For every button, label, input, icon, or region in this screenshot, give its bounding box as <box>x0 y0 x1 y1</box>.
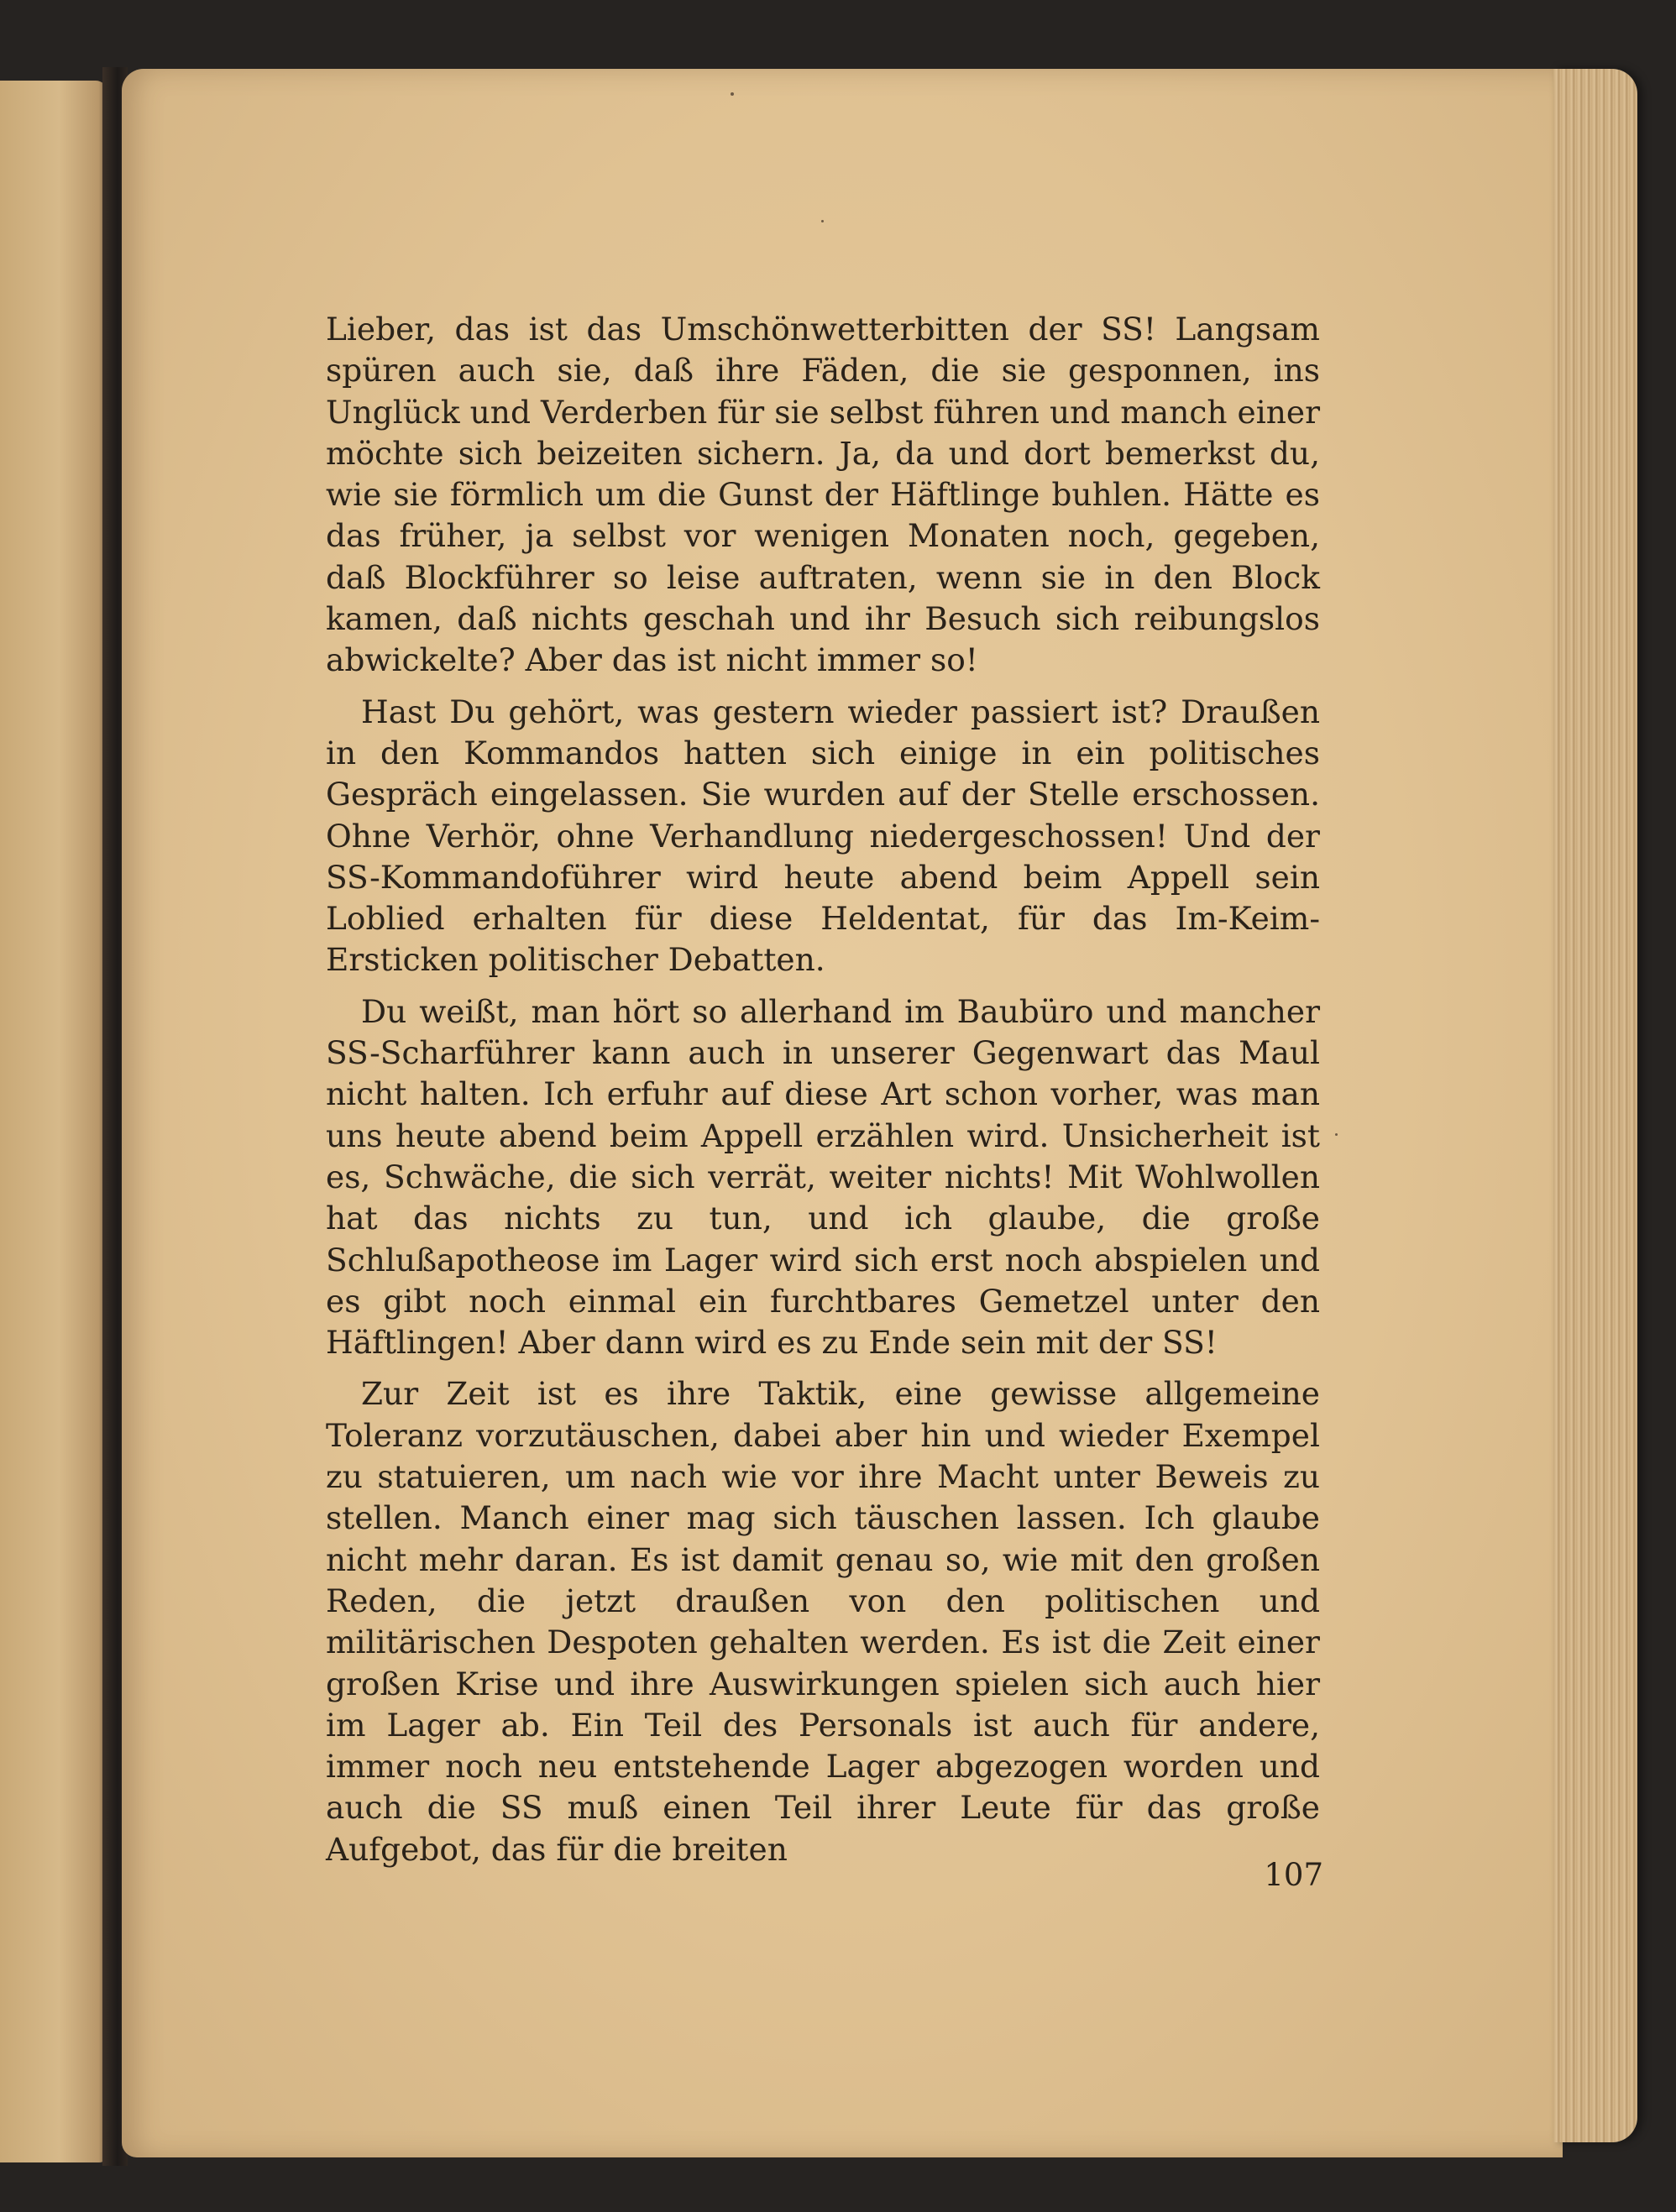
paper-speck <box>821 220 824 222</box>
paragraph: Du weißt, man hört so allerhand im Baubüro und mancher SS-Scharführer kann auch in unserer Gegenwart das Maul nicht halten. Ich erfuhr auf diese Art schon vorher, was man uns heute abend beim Appell erzählen wird. Unsicherheit ist es, Schwäche, die sich verrät, weiter nichts! Mit Wohlwollen hat das nichts zu tun, und ich glaube, die große Schlußapotheose im Lager wird sich erst noch abspielen und es gibt noch einmal ein furchtbares Gemetzel unter den Häftlingen! Aber dann wird es zu Ende sein mit der SS! <box>326 992 1320 1362</box>
paper-speck <box>1335 1133 1338 1136</box>
paragraph: Zur Zeit ist es ihre Taktik, eine gewisse allgemeine Toleranz vorzutäuschen, dabei aber hin und wieder Exempel zu statuieren, um nach wie vor ihre Macht unter Beweis zu stellen. Manch einer mag sich täuschen lassen. Ich glaube nicht mehr daran. Es ist damit genau so, wie mit den großen Reden, die jetzt draußen von den politischen und militärischen Despoten gehalten werden. Es ist die Zeit einer großen Krise und ihre Auswirkungen spielen sich auch hier im Lager ab. Ein Teil des Personals ist auch für andere, immer noch neu entstehende Lager abgezogen worden und auch die SS muß einen Teil ihrer Leute für das große Aufgebot, das für die breiten <box>326 1375 1320 1868</box>
body-text <box>326 309 1320 1870</box>
left-page-edge <box>0 81 107 2162</box>
paper-speck <box>731 92 734 96</box>
page-stack-edge <box>1553 69 1637 2142</box>
paragraph: Hast Du gehört, was gestern wieder passiert ist? Draußen in den Kommandos hatten sich einige in ein politisches Gespräch eingelassen. Sie wurden auf der Stelle erschossen. Ohne Verhör, ohne Verhandlung niedergeschossen! Und der SS-Kommandoführer wird heute abend beim Appell sein Loblied erhalten für diese Heldentat, für das Im-Keim-Ersticken politischer Debatten. <box>326 693 1320 979</box>
paragraph: Lieber, das ist das Umschönwetterbitten der SS! Langsam spüren auch sie, daß ihre Fäden, die sie gesponnen, ins Unglück und Verderben für sie selbst führen und manch einer möchte sich beizeiten sichern. Ja, da und dort bemerkst du, wie sie förmlich um die Gunst der Häftlinge buhlen. Hätte es das früher, ja selbst vor wenigen Monaten noch, gegeben, daß Blockführer so leise auftraten, wenn sie in den Block kamen, daß nichts geschah und ihr Besuch sich reibungslos abwickelte? Aber das ist nicht immer so! <box>326 311 1320 679</box>
page-number: 107 <box>1264 1857 1323 1893</box>
